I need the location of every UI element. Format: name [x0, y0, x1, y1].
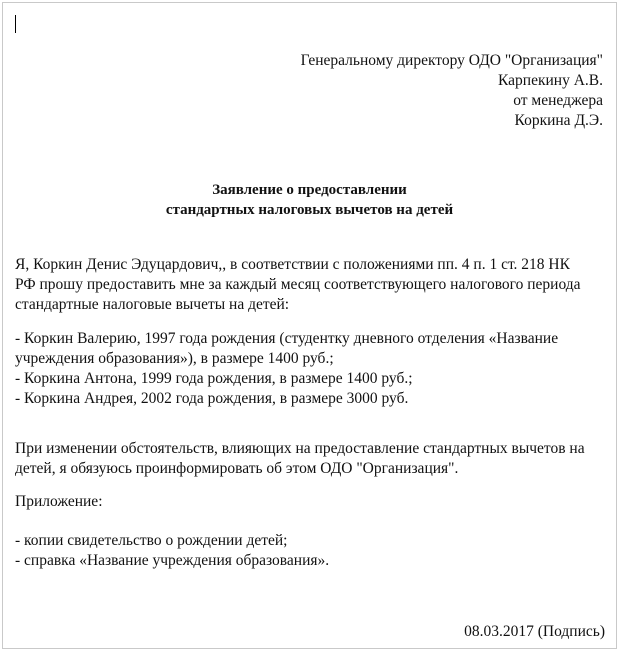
- list-item-continuation: учреждения образования»), в размере 1400 руб.;: [15, 350, 334, 367]
- list-item: - справка «Название учреждения образования».: [15, 552, 330, 569]
- intro-line: Я, Коркин Денис Эдуцардович,, в соответствии с положениями пп. 4 п. 1 ст. 218 НК: [15, 256, 570, 273]
- intro-line: стандартные налоговые вычеты на детей:: [15, 296, 290, 313]
- list-item: - Коркина Антона, 1999 года рождения, в размере 1400 руб.;: [15, 370, 413, 387]
- attachment-heading: [15, 492, 611, 512]
- obligation-line: детей, я обязуюсь проинформировать об этом ОДО "Организация".: [15, 460, 459, 477]
- list-item: - Коркина Андрея, 2002 года рождения, в размере 3000 руб.: [15, 390, 409, 407]
- date-signature: 08.03.2017 (Подпись): [464, 623, 605, 640]
- addressee-line: от менеджера: [513, 92, 603, 109]
- addressee-line: Генеральному директору ОДО "Организация": [300, 52, 603, 69]
- addressee-line: Карпекину А.В.: [498, 72, 603, 89]
- title-line: Заявление о предоставлении: [212, 182, 407, 198]
- document-title: [3, 180, 616, 220]
- addressee-line: Коркина Д.Э.: [514, 112, 603, 129]
- text-cursor: [15, 15, 16, 33]
- children-list: [15, 329, 611, 409]
- document-page: [2, 2, 617, 649]
- obligation-line: При изменении обстоятельств, влияющих на предоставление стандартных вычетов на: [15, 440, 585, 457]
- attachment-heading-text: Приложение:: [15, 493, 103, 510]
- obligation-paragraph: [15, 439, 611, 479]
- attachment-list: [15, 531, 611, 571]
- title-line: стандартных налоговых вычетов на детей: [165, 202, 454, 218]
- list-item: - Коркин Валерию, 1997 года рождения (студентку дневного отделения «Название: [15, 330, 559, 347]
- list-item: - копии свидетельство о рождении детей;: [15, 532, 288, 549]
- addressee-block: [301, 51, 603, 131]
- intro-line: РФ прошу предоставить мне за каждый месяц соответствующего налогового периода: [15, 276, 581, 293]
- intro-paragraph: [15, 255, 611, 315]
